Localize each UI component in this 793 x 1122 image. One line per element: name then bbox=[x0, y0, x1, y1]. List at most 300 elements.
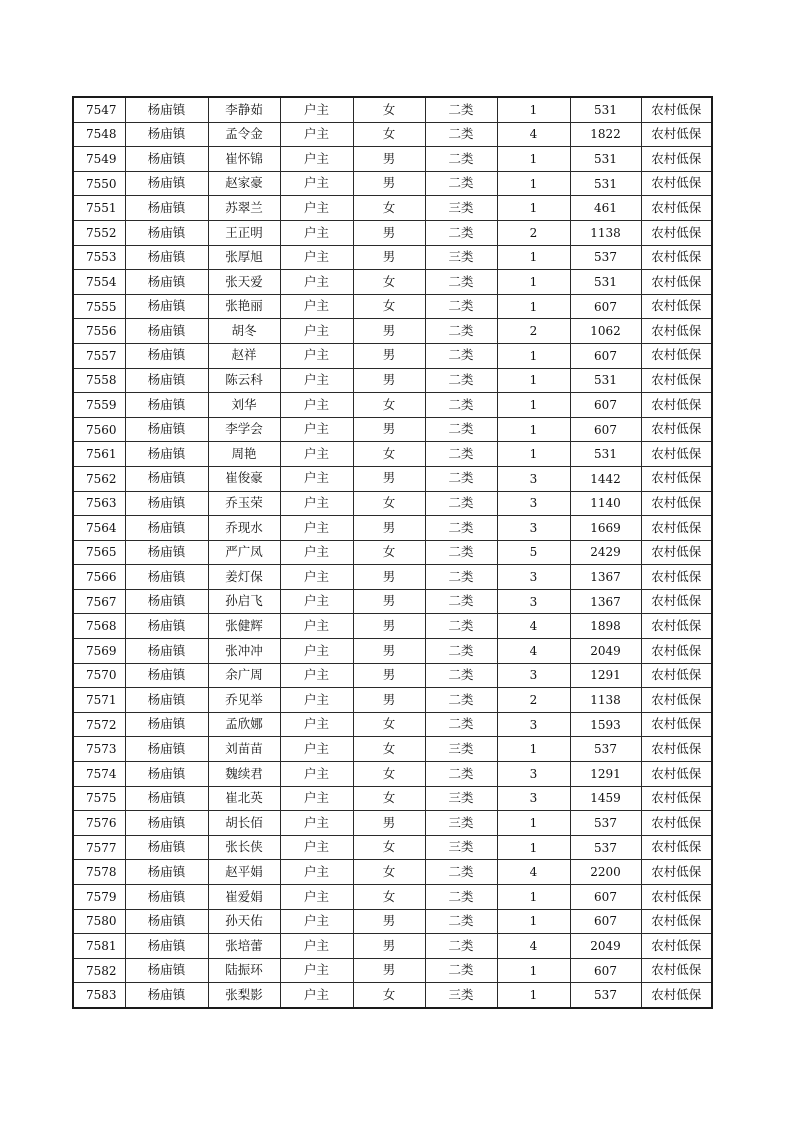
category-cell: 三类 bbox=[425, 983, 497, 1008]
assistance-type-cell: 农村低保 bbox=[641, 270, 712, 295]
amount-cell: 1138 bbox=[570, 688, 641, 713]
record-number-cell: 7549 bbox=[73, 147, 125, 172]
town-cell: 杨庙镇 bbox=[125, 466, 208, 491]
record-number-cell: 7550 bbox=[73, 171, 125, 196]
category-cell: 二类 bbox=[425, 97, 497, 122]
assistance-type-cell: 农村低保 bbox=[641, 245, 712, 270]
category-cell: 二类 bbox=[425, 688, 497, 713]
amount-cell: 537 bbox=[570, 737, 641, 762]
assistance-type-cell: 农村低保 bbox=[641, 860, 712, 885]
town-cell: 杨庙镇 bbox=[125, 516, 208, 541]
gender-cell: 女 bbox=[353, 97, 425, 122]
household-role-cell: 户主 bbox=[280, 319, 353, 344]
persons-count-cell: 1 bbox=[497, 835, 570, 860]
gender-cell: 男 bbox=[353, 958, 425, 983]
household-role-cell: 户主 bbox=[280, 860, 353, 885]
town-cell: 杨庙镇 bbox=[125, 343, 208, 368]
town-cell: 杨庙镇 bbox=[125, 663, 208, 688]
assistance-type-cell: 农村低保 bbox=[641, 491, 712, 516]
record-number-cell: 7577 bbox=[73, 835, 125, 860]
household-role-cell: 户主 bbox=[280, 540, 353, 565]
category-cell: 二类 bbox=[425, 712, 497, 737]
assistance-type-cell: 农村低保 bbox=[641, 466, 712, 491]
category-cell: 二类 bbox=[425, 934, 497, 959]
town-cell: 杨庙镇 bbox=[125, 934, 208, 959]
name-cell: 赵平娟 bbox=[208, 860, 280, 885]
table-row bbox=[73, 97, 712, 122]
amount-cell: 2049 bbox=[570, 639, 641, 664]
household-role-cell: 户主 bbox=[280, 343, 353, 368]
assistance-type-cell: 农村低保 bbox=[641, 393, 712, 418]
record-number-cell: 7554 bbox=[73, 270, 125, 295]
table-row bbox=[73, 368, 712, 393]
name-cell: 张培蕾 bbox=[208, 934, 280, 959]
category-cell: 二类 bbox=[425, 958, 497, 983]
gender-cell: 女 bbox=[353, 712, 425, 737]
persons-count-cell: 4 bbox=[497, 614, 570, 639]
amount-cell: 537 bbox=[570, 835, 641, 860]
gender-cell: 男 bbox=[353, 220, 425, 245]
town-cell: 杨庙镇 bbox=[125, 909, 208, 934]
assistance-type-cell: 农村低保 bbox=[641, 639, 712, 664]
gender-cell: 女 bbox=[353, 762, 425, 787]
table-row bbox=[73, 196, 712, 221]
table-row bbox=[73, 934, 712, 959]
category-cell: 二类 bbox=[425, 909, 497, 934]
name-cell: 赵家豪 bbox=[208, 171, 280, 196]
assistance-type-cell: 农村低保 bbox=[641, 343, 712, 368]
record-number-cell: 7580 bbox=[73, 909, 125, 934]
amount-cell: 2200 bbox=[570, 860, 641, 885]
record-number-cell: 7570 bbox=[73, 663, 125, 688]
household-role-cell: 户主 bbox=[280, 835, 353, 860]
household-role-cell: 户主 bbox=[280, 589, 353, 614]
name-cell: 李学会 bbox=[208, 417, 280, 442]
name-cell: 魏续君 bbox=[208, 762, 280, 787]
record-number-cell: 7562 bbox=[73, 466, 125, 491]
table-row bbox=[73, 294, 712, 319]
category-cell: 三类 bbox=[425, 811, 497, 836]
record-number-cell: 7579 bbox=[73, 885, 125, 910]
name-cell: 张长侠 bbox=[208, 835, 280, 860]
town-cell: 杨庙镇 bbox=[125, 491, 208, 516]
name-cell: 张健辉 bbox=[208, 614, 280, 639]
town-cell: 杨庙镇 bbox=[125, 983, 208, 1008]
persons-count-cell: 4 bbox=[497, 860, 570, 885]
amount-cell: 2049 bbox=[570, 934, 641, 959]
category-cell: 二类 bbox=[425, 171, 497, 196]
persons-count-cell: 1 bbox=[497, 245, 570, 270]
household-role-cell: 户主 bbox=[280, 786, 353, 811]
name-cell: 余广周 bbox=[208, 663, 280, 688]
name-cell: 胡长佰 bbox=[208, 811, 280, 836]
household-role-cell: 户主 bbox=[280, 294, 353, 319]
household-role-cell: 户主 bbox=[280, 712, 353, 737]
household-role-cell: 户主 bbox=[280, 614, 353, 639]
assistance-type-cell: 农村低保 bbox=[641, 786, 712, 811]
town-cell: 杨庙镇 bbox=[125, 122, 208, 147]
assistance-type-cell: 农村低保 bbox=[641, 565, 712, 590]
table-row bbox=[73, 491, 712, 516]
table-row bbox=[73, 540, 712, 565]
category-cell: 三类 bbox=[425, 245, 497, 270]
record-number-cell: 7578 bbox=[73, 860, 125, 885]
table-row bbox=[73, 885, 712, 910]
category-cell: 二类 bbox=[425, 885, 497, 910]
assistance-type-cell: 农村低保 bbox=[641, 122, 712, 147]
category-cell: 二类 bbox=[425, 442, 497, 467]
category-cell: 二类 bbox=[425, 860, 497, 885]
record-number-cell: 7548 bbox=[73, 122, 125, 147]
name-cell: 陈云科 bbox=[208, 368, 280, 393]
persons-count-cell: 1 bbox=[497, 737, 570, 762]
name-cell: 赵祥 bbox=[208, 343, 280, 368]
town-cell: 杨庙镇 bbox=[125, 368, 208, 393]
category-cell: 二类 bbox=[425, 540, 497, 565]
persons-count-cell: 4 bbox=[497, 934, 570, 959]
record-number-cell: 7581 bbox=[73, 934, 125, 959]
table-row bbox=[73, 663, 712, 688]
household-role-cell: 户主 bbox=[280, 688, 353, 713]
table-row bbox=[73, 466, 712, 491]
gender-cell: 女 bbox=[353, 885, 425, 910]
amount-cell: 531 bbox=[570, 97, 641, 122]
assistance-type-cell: 农村低保 bbox=[641, 885, 712, 910]
assistance-type-cell: 农村低保 bbox=[641, 688, 712, 713]
record-number-cell: 7558 bbox=[73, 368, 125, 393]
amount-cell: 607 bbox=[570, 294, 641, 319]
table-row bbox=[73, 393, 712, 418]
name-cell: 胡冬 bbox=[208, 319, 280, 344]
gender-cell: 男 bbox=[353, 368, 425, 393]
town-cell: 杨庙镇 bbox=[125, 245, 208, 270]
table-row bbox=[73, 417, 712, 442]
name-cell: 王正明 bbox=[208, 220, 280, 245]
household-role-cell: 户主 bbox=[280, 934, 353, 959]
beneficiary-table bbox=[72, 96, 713, 1009]
assistance-type-cell: 农村低保 bbox=[641, 811, 712, 836]
household-role-cell: 户主 bbox=[280, 171, 353, 196]
category-cell: 三类 bbox=[425, 786, 497, 811]
household-role-cell: 户主 bbox=[280, 270, 353, 295]
table-row bbox=[73, 343, 712, 368]
name-cell: 乔见举 bbox=[208, 688, 280, 713]
category-cell: 二类 bbox=[425, 343, 497, 368]
table-row bbox=[73, 589, 712, 614]
record-number-cell: 7553 bbox=[73, 245, 125, 270]
name-cell: 苏翠兰 bbox=[208, 196, 280, 221]
household-role-cell: 户主 bbox=[280, 196, 353, 221]
amount-cell: 607 bbox=[570, 885, 641, 910]
table-row bbox=[73, 270, 712, 295]
household-role-cell: 户主 bbox=[280, 983, 353, 1008]
table-row bbox=[73, 835, 712, 860]
gender-cell: 男 bbox=[353, 147, 425, 172]
assistance-type-cell: 农村低保 bbox=[641, 442, 712, 467]
name-cell: 张艳丽 bbox=[208, 294, 280, 319]
gender-cell: 男 bbox=[353, 466, 425, 491]
category-cell: 二类 bbox=[425, 417, 497, 442]
amount-cell: 531 bbox=[570, 147, 641, 172]
assistance-type-cell: 农村低保 bbox=[641, 540, 712, 565]
amount-cell: 607 bbox=[570, 343, 641, 368]
name-cell: 乔玉荣 bbox=[208, 491, 280, 516]
gender-cell: 女 bbox=[353, 491, 425, 516]
table-row bbox=[73, 565, 712, 590]
household-role-cell: 户主 bbox=[280, 663, 353, 688]
assistance-type-cell: 农村低保 bbox=[641, 835, 712, 860]
name-cell: 孙启飞 bbox=[208, 589, 280, 614]
gender-cell: 男 bbox=[353, 343, 425, 368]
gender-cell: 男 bbox=[353, 663, 425, 688]
record-number-cell: 7583 bbox=[73, 983, 125, 1008]
category-cell: 二类 bbox=[425, 147, 497, 172]
persons-count-cell: 3 bbox=[497, 786, 570, 811]
gender-cell: 男 bbox=[353, 417, 425, 442]
name-cell: 崔爱娟 bbox=[208, 885, 280, 910]
record-number-cell: 7572 bbox=[73, 712, 125, 737]
amount-cell: 531 bbox=[570, 368, 641, 393]
table-row bbox=[73, 909, 712, 934]
town-cell: 杨庙镇 bbox=[125, 589, 208, 614]
persons-count-cell: 4 bbox=[497, 122, 570, 147]
assistance-type-cell: 农村低保 bbox=[641, 762, 712, 787]
gender-cell: 男 bbox=[353, 245, 425, 270]
town-cell: 杨庙镇 bbox=[125, 811, 208, 836]
household-role-cell: 户主 bbox=[280, 516, 353, 541]
category-cell: 二类 bbox=[425, 466, 497, 491]
amount-cell: 607 bbox=[570, 909, 641, 934]
gender-cell: 女 bbox=[353, 983, 425, 1008]
assistance-type-cell: 农村低保 bbox=[641, 319, 712, 344]
gender-cell: 女 bbox=[353, 442, 425, 467]
record-number-cell: 7564 bbox=[73, 516, 125, 541]
assistance-type-cell: 农村低保 bbox=[641, 196, 712, 221]
gender-cell: 女 bbox=[353, 294, 425, 319]
name-cell: 乔现水 bbox=[208, 516, 280, 541]
gender-cell: 男 bbox=[353, 909, 425, 934]
record-number-cell: 7552 bbox=[73, 220, 125, 245]
table-row bbox=[73, 171, 712, 196]
persons-count-cell: 1 bbox=[497, 171, 570, 196]
persons-count-cell: 1 bbox=[497, 983, 570, 1008]
record-number-cell: 7571 bbox=[73, 688, 125, 713]
record-number-cell: 7551 bbox=[73, 196, 125, 221]
town-cell: 杨庙镇 bbox=[125, 319, 208, 344]
gender-cell: 女 bbox=[353, 860, 425, 885]
amount-cell: 1459 bbox=[570, 786, 641, 811]
household-role-cell: 户主 bbox=[280, 491, 353, 516]
town-cell: 杨庙镇 bbox=[125, 565, 208, 590]
town-cell: 杨庙镇 bbox=[125, 786, 208, 811]
name-cell: 孙天佑 bbox=[208, 909, 280, 934]
table-row bbox=[73, 811, 712, 836]
assistance-type-cell: 农村低保 bbox=[641, 712, 712, 737]
household-role-cell: 户主 bbox=[280, 122, 353, 147]
assistance-type-cell: 农村低保 bbox=[641, 909, 712, 934]
assistance-type-cell: 农村低保 bbox=[641, 147, 712, 172]
record-number-cell: 7557 bbox=[73, 343, 125, 368]
table-row bbox=[73, 958, 712, 983]
table-row bbox=[73, 860, 712, 885]
name-cell: 张梨影 bbox=[208, 983, 280, 1008]
gender-cell: 男 bbox=[353, 614, 425, 639]
table-row bbox=[73, 319, 712, 344]
category-cell: 二类 bbox=[425, 270, 497, 295]
name-cell: 张冲冲 bbox=[208, 639, 280, 664]
category-cell: 二类 bbox=[425, 220, 497, 245]
record-number-cell: 7563 bbox=[73, 491, 125, 516]
table-row bbox=[73, 639, 712, 664]
town-cell: 杨庙镇 bbox=[125, 196, 208, 221]
amount-cell: 461 bbox=[570, 196, 641, 221]
name-cell: 刘苗苗 bbox=[208, 737, 280, 762]
persons-count-cell: 1 bbox=[497, 811, 570, 836]
persons-count-cell: 4 bbox=[497, 639, 570, 664]
amount-cell: 1291 bbox=[570, 663, 641, 688]
gender-cell: 男 bbox=[353, 639, 425, 664]
assistance-type-cell: 农村低保 bbox=[641, 958, 712, 983]
name-cell: 陆振环 bbox=[208, 958, 280, 983]
name-cell: 严广凤 bbox=[208, 540, 280, 565]
town-cell: 杨庙镇 bbox=[125, 393, 208, 418]
name-cell: 张天爱 bbox=[208, 270, 280, 295]
town-cell: 杨庙镇 bbox=[125, 835, 208, 860]
amount-cell: 537 bbox=[570, 245, 641, 270]
table-row bbox=[73, 245, 712, 270]
gender-cell: 男 bbox=[353, 171, 425, 196]
persons-count-cell: 2 bbox=[497, 220, 570, 245]
name-cell: 崔怀锦 bbox=[208, 147, 280, 172]
town-cell: 杨庙镇 bbox=[125, 417, 208, 442]
persons-count-cell: 1 bbox=[497, 958, 570, 983]
town-cell: 杨庙镇 bbox=[125, 885, 208, 910]
household-role-cell: 户主 bbox=[280, 762, 353, 787]
persons-count-cell: 1 bbox=[497, 270, 570, 295]
assistance-type-cell: 农村低保 bbox=[641, 614, 712, 639]
persons-count-cell: 1 bbox=[497, 885, 570, 910]
name-cell: 张厚旭 bbox=[208, 245, 280, 270]
household-role-cell: 户主 bbox=[280, 442, 353, 467]
town-cell: 杨庙镇 bbox=[125, 147, 208, 172]
amount-cell: 1140 bbox=[570, 491, 641, 516]
gender-cell: 男 bbox=[353, 934, 425, 959]
household-role-cell: 户主 bbox=[280, 417, 353, 442]
town-cell: 杨庙镇 bbox=[125, 688, 208, 713]
amount-cell: 1669 bbox=[570, 516, 641, 541]
table-row bbox=[73, 983, 712, 1008]
category-cell: 二类 bbox=[425, 294, 497, 319]
household-role-cell: 户主 bbox=[280, 368, 353, 393]
category-cell: 二类 bbox=[425, 516, 497, 541]
gender-cell: 女 bbox=[353, 540, 425, 565]
town-cell: 杨庙镇 bbox=[125, 639, 208, 664]
persons-count-cell: 3 bbox=[497, 466, 570, 491]
persons-count-cell: 1 bbox=[497, 147, 570, 172]
gender-cell: 男 bbox=[353, 516, 425, 541]
assistance-type-cell: 农村低保 bbox=[641, 737, 712, 762]
amount-cell: 1442 bbox=[570, 466, 641, 491]
category-cell: 二类 bbox=[425, 393, 497, 418]
name-cell: 李静茹 bbox=[208, 97, 280, 122]
household-role-cell: 户主 bbox=[280, 885, 353, 910]
name-cell: 崔北英 bbox=[208, 786, 280, 811]
amount-cell: 607 bbox=[570, 958, 641, 983]
name-cell: 周艳 bbox=[208, 442, 280, 467]
amount-cell: 607 bbox=[570, 417, 641, 442]
category-cell: 二类 bbox=[425, 491, 497, 516]
household-role-cell: 户主 bbox=[280, 97, 353, 122]
table-row bbox=[73, 614, 712, 639]
household-role-cell: 户主 bbox=[280, 909, 353, 934]
town-cell: 杨庙镇 bbox=[125, 860, 208, 885]
amount-cell: 1062 bbox=[570, 319, 641, 344]
gender-cell: 男 bbox=[353, 565, 425, 590]
name-cell: 刘华 bbox=[208, 393, 280, 418]
record-number-cell: 7559 bbox=[73, 393, 125, 418]
amount-cell: 537 bbox=[570, 811, 641, 836]
household-role-cell: 户主 bbox=[280, 220, 353, 245]
town-cell: 杨庙镇 bbox=[125, 442, 208, 467]
amount-cell: 1138 bbox=[570, 220, 641, 245]
assistance-type-cell: 农村低保 bbox=[641, 934, 712, 959]
assistance-type-cell: 农村低保 bbox=[641, 983, 712, 1008]
table-row bbox=[73, 712, 712, 737]
record-number-cell: 7556 bbox=[73, 319, 125, 344]
record-number-cell: 7576 bbox=[73, 811, 125, 836]
persons-count-cell: 3 bbox=[497, 663, 570, 688]
persons-count-cell: 1 bbox=[497, 368, 570, 393]
record-number-cell: 7569 bbox=[73, 639, 125, 664]
table-row bbox=[73, 220, 712, 245]
town-cell: 杨庙镇 bbox=[125, 958, 208, 983]
gender-cell: 女 bbox=[353, 393, 425, 418]
assistance-type-cell: 农村低保 bbox=[641, 368, 712, 393]
record-number-cell: 7547 bbox=[73, 97, 125, 122]
gender-cell: 男 bbox=[353, 589, 425, 614]
record-number-cell: 7573 bbox=[73, 737, 125, 762]
table-row bbox=[73, 762, 712, 787]
town-cell: 杨庙镇 bbox=[125, 737, 208, 762]
town-cell: 杨庙镇 bbox=[125, 540, 208, 565]
table-row bbox=[73, 737, 712, 762]
gender-cell: 女 bbox=[353, 835, 425, 860]
record-number-cell: 7555 bbox=[73, 294, 125, 319]
table-row bbox=[73, 147, 712, 172]
amount-cell: 1367 bbox=[570, 565, 641, 590]
category-cell: 二类 bbox=[425, 762, 497, 787]
category-cell: 二类 bbox=[425, 614, 497, 639]
persons-count-cell: 1 bbox=[497, 343, 570, 368]
persons-count-cell: 3 bbox=[497, 762, 570, 787]
gender-cell: 女 bbox=[353, 270, 425, 295]
household-role-cell: 户主 bbox=[280, 958, 353, 983]
persons-count-cell: 3 bbox=[497, 712, 570, 737]
persons-count-cell: 1 bbox=[497, 442, 570, 467]
town-cell: 杨庙镇 bbox=[125, 294, 208, 319]
gender-cell: 女 bbox=[353, 196, 425, 221]
record-number-cell: 7566 bbox=[73, 565, 125, 590]
town-cell: 杨庙镇 bbox=[125, 762, 208, 787]
amount-cell: 537 bbox=[570, 983, 641, 1008]
gender-cell: 女 bbox=[353, 737, 425, 762]
assistance-type-cell: 农村低保 bbox=[641, 417, 712, 442]
household-role-cell: 户主 bbox=[280, 393, 353, 418]
persons-count-cell: 3 bbox=[497, 516, 570, 541]
category-cell: 二类 bbox=[425, 565, 497, 590]
household-role-cell: 户主 bbox=[280, 811, 353, 836]
amount-cell: 1898 bbox=[570, 614, 641, 639]
